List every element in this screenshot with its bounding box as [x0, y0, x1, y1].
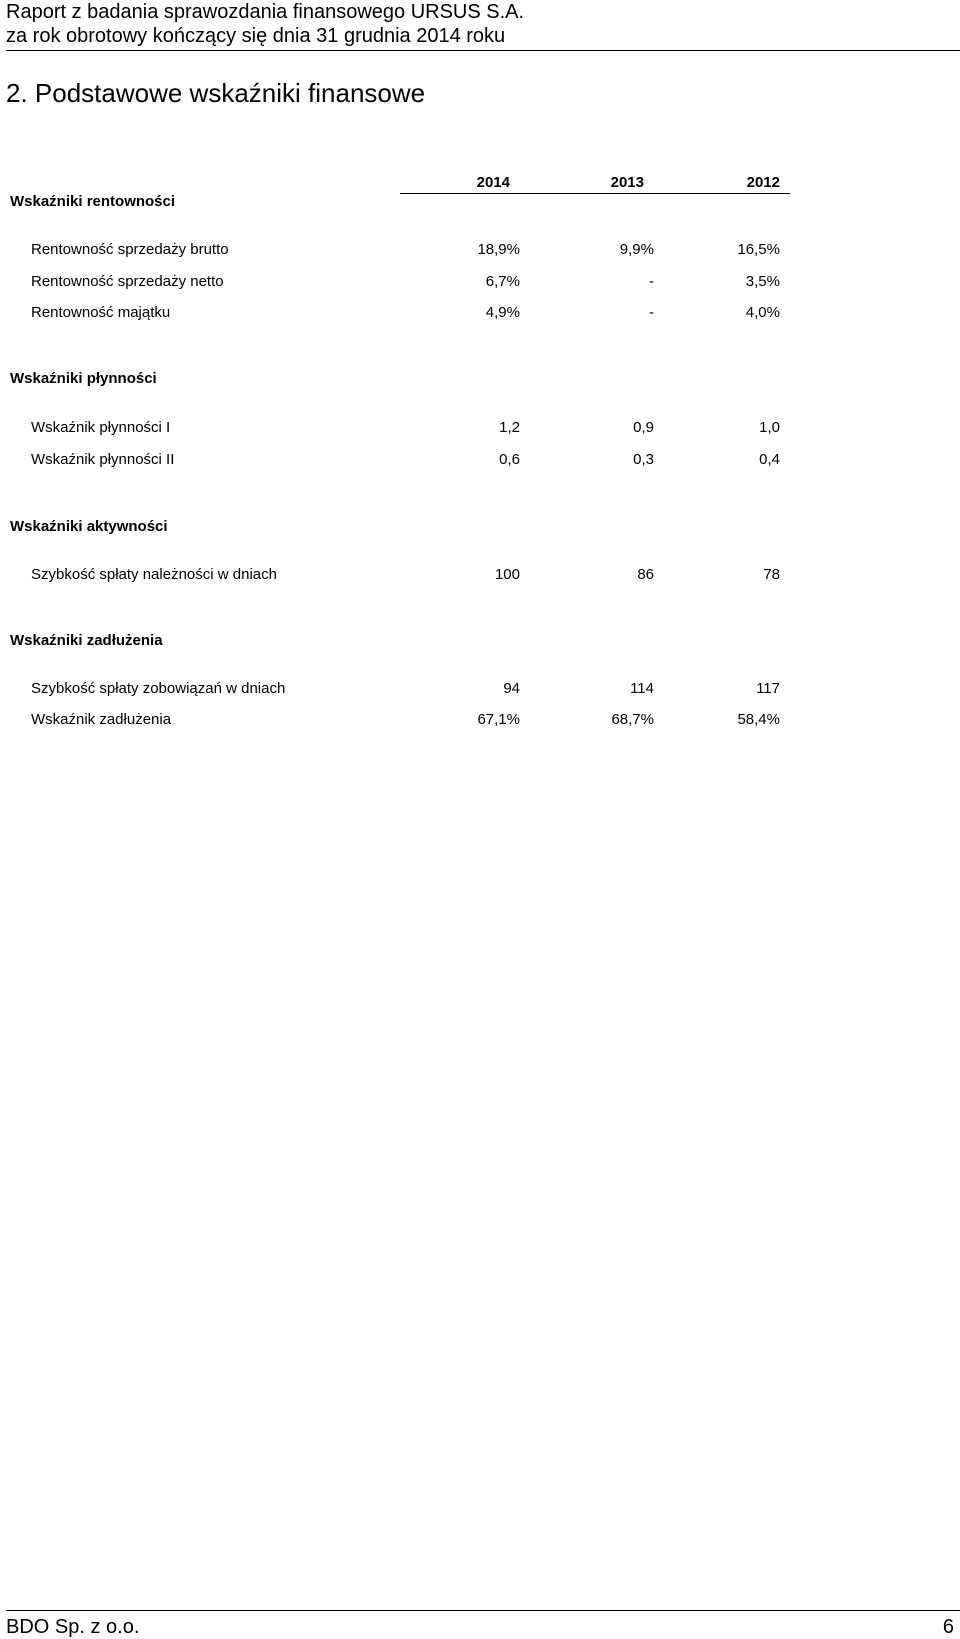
value-2012: 4,0% [745, 304, 780, 321]
value-2013: 0,3 [633, 451, 654, 468]
value-2012: 3,5% [745, 273, 780, 290]
value-2014: 6,7% [485, 273, 520, 290]
value-2013: 0,9 [633, 419, 654, 436]
group-title-zadluzenie: Wskaźniki zadłużenia [10, 632, 163, 649]
value-2013: 68,7% [611, 711, 654, 728]
table-row [0, 566, 960, 586]
value-2012: 58,4% [737, 711, 780, 728]
footer-company: BDO Sp. z o.o. [6, 1616, 140, 1638]
row-label: Szybkość spłaty należności w dniach [31, 566, 277, 583]
year-column-2013: 2013 [610, 174, 644, 191]
page-footer [6, 1610, 960, 1639]
row-label: Rentowność sprzedaży netto [31, 273, 224, 290]
row-label: Wskaźnik płynności II [31, 451, 175, 468]
value-2014: 94 [503, 680, 520, 697]
value-2012: 16,5% [737, 241, 780, 258]
value-2014: 1,2 [499, 419, 520, 436]
value-2013: 114 [630, 680, 654, 697]
value-2013: - [649, 273, 654, 290]
page-header [6, 0, 960, 51]
value-2014: 18,9% [477, 241, 520, 258]
row-label: Wskaźnik zadłużenia [31, 711, 172, 728]
table-row [0, 711, 960, 731]
table-row [0, 451, 960, 471]
value-2012: 78 [763, 566, 780, 583]
table-row [0, 304, 960, 324]
value-2012: 1,0 [759, 419, 780, 436]
year-header-row [400, 174, 790, 194]
row-label: Rentowność majątku [31, 304, 171, 321]
year-column-2012: 2012 [746, 174, 780, 191]
report-title: Raport z badania sprawozdania finansowego URSUS S.A. [6, 1, 525, 23]
group-title-rentownosc: Wskaźniki rentowności [10, 193, 176, 210]
table-row [0, 419, 960, 439]
value-2014: 0,6 [499, 451, 520, 468]
value-2014: 100 [494, 566, 520, 583]
value-2013: 86 [637, 566, 654, 583]
value-2013: - [649, 304, 654, 321]
table-row [0, 680, 960, 700]
value-2012: 0,4 [759, 451, 780, 468]
group-title-plynnosc: Wskaźniki płynności [10, 370, 157, 387]
year-column-2014: 2014 [476, 174, 510, 191]
table-row [0, 241, 960, 261]
group-title-aktywnosc: Wskaźniki aktywności [10, 518, 168, 535]
row-label: Szybkość spłaty zobowiązań w dniach [31, 680, 286, 697]
report-period: za rok obrotowy kończący się dnia 31 grudnia 2014 roku [6, 25, 506, 47]
value-2014: 67,1% [477, 711, 520, 728]
page-number: 6 [942, 1616, 954, 1638]
table-row [0, 273, 960, 293]
row-label: Rentowność sprzedaży brutto [31, 241, 229, 258]
value-2013: 9,9% [619, 241, 654, 258]
section-title: 2. Podstawowe wskaźniki finansowe [6, 78, 426, 108]
row-label: Wskaźnik płynności I [31, 419, 171, 436]
value-2012: 117 [756, 680, 780, 697]
value-2014: 4,9% [485, 304, 520, 321]
